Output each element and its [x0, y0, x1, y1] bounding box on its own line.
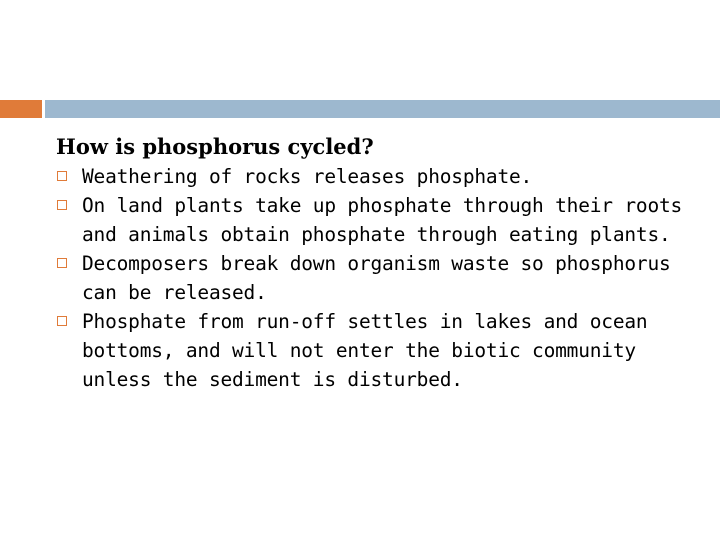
bullet-item-weathering [56, 162, 696, 191]
bullet-text: On land plants take up phosphate through their roots and animals obtain phosphate through eating plants. [82, 194, 683, 246]
bullet-item-runoff [56, 307, 696, 394]
bullet-text: Phosphate from run-off settles in lakes and ocean bottoms, and will not enter the biotic community unless the sediment is disturbed. [82, 310, 648, 391]
slide-content [56, 132, 696, 394]
bullet-item-land-plants [56, 191, 696, 249]
square-bullet-icon [57, 171, 67, 181]
accent-bar-blue [45, 100, 720, 118]
square-bullet-icon [57, 316, 67, 326]
square-bullet-icon [57, 200, 67, 210]
slide-heading: How is phosphorus cycled? [56, 134, 374, 159]
bullet-text: Decomposers break down organism waste so phosphorus can be released. [82, 252, 671, 304]
bullet-text: Weathering of rocks releases phosphate. [82, 165, 533, 188]
accent-bar-orange [0, 100, 42, 118]
square-bullet-icon [57, 258, 67, 268]
bullet-list [56, 162, 696, 394]
bullet-item-decomposers [56, 249, 696, 307]
